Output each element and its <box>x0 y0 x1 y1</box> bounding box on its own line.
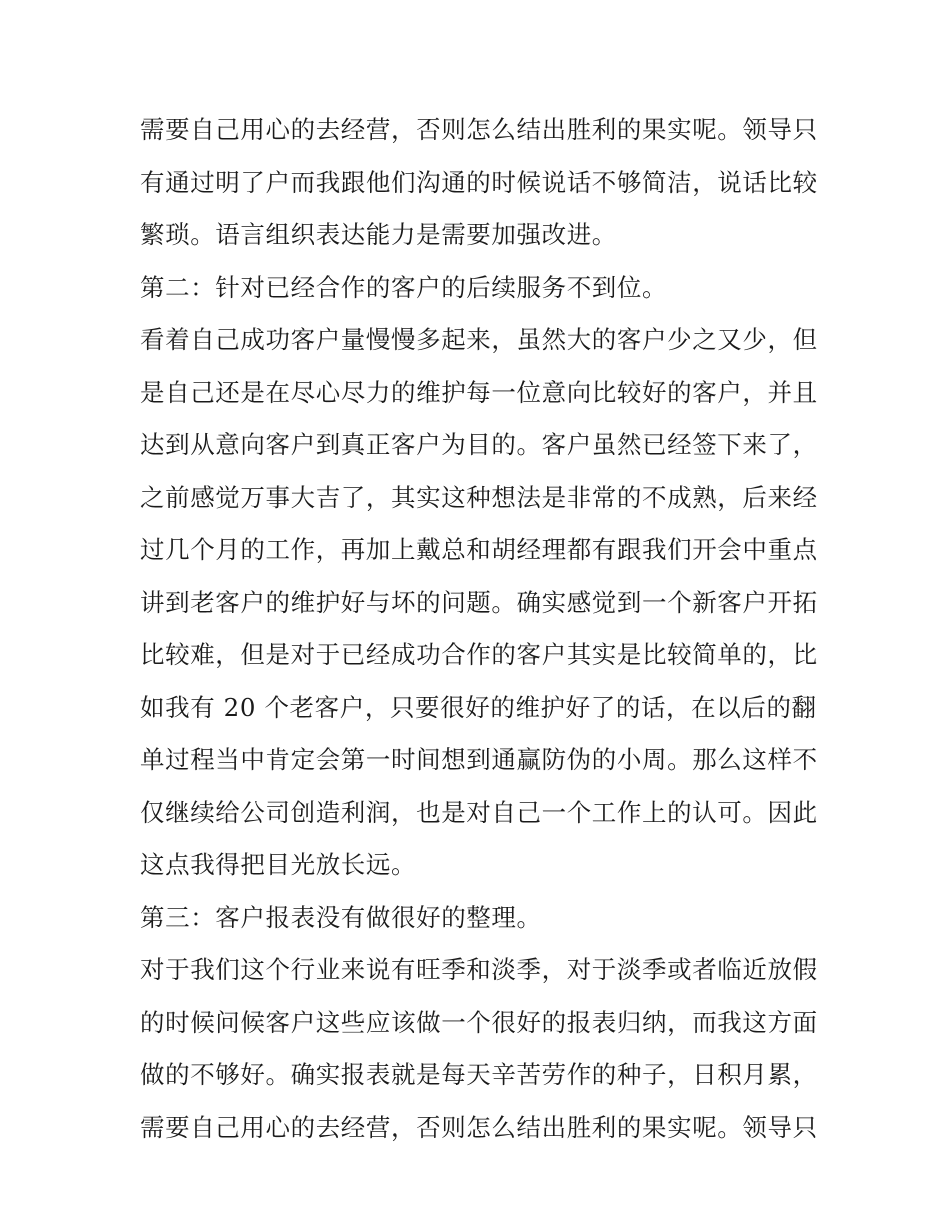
paragraph-line: 繁琐。语言组织表达能力是需要加强改进。 <box>140 220 617 249</box>
paragraph-line: 对于我们这个行业来说有旺季和淡季，对于淡季或者临近放假 <box>140 955 818 984</box>
paragraph-line: 如我有 20 个老客户，只要很好的维护好了的话，在以后的翻 <box>140 692 817 722</box>
paragraph-line: 需要自己用心的去经营，否则怎么结出胜利的果实呢。领导只 <box>140 115 818 144</box>
document-body <box>140 104 820 1154</box>
paragraph-line: 看着自己成功客户量慢慢多起来，虽然大的客户少之又少，但 <box>140 325 818 354</box>
section-heading-second: 第二：针对已经合作的客户的后续服务不到位。 <box>140 272 668 302</box>
paragraph-line: 仅继续给公司创造利润，也是对自己一个工作上的认可。因此 <box>140 797 818 827</box>
paragraph-line: 这点我得把目光放长远。 <box>140 850 417 879</box>
paragraph-line: 达到从意向客户到真正客户为目的。客户虽然已经签下来了， <box>140 430 818 459</box>
paragraph-line: 需要自己用心的去经营，否则怎么结出胜利的果实呢。领导只 <box>140 1112 818 1142</box>
paragraph-line: 之前感觉万事大吉了，其实这种想法是非常的不成熟，后来经 <box>140 482 818 512</box>
paragraph-line: 过几个月的工作，再加上戴总和胡经理都有跟我们开会中重点 <box>140 535 818 564</box>
paragraph-line: 比较难，但是对于已经成功合作的客户其实是比较简单的，比 <box>140 640 818 669</box>
paragraph-line: 讲到老客户的维护好与坏的问题。确实感觉到一个新客户开拓 <box>140 587 818 617</box>
paragraph-line: 的时候问候客户这些应该做一个很好的报表归纳，而我这方面 <box>140 1007 818 1037</box>
paragraph-line: 是自己还是在尽心尽力的维护每一位意向比较好的客户，并且 <box>140 377 818 407</box>
paragraph-line: 有通过明了户而我跟他们沟通的时候说话不够简洁，说话比较 <box>140 167 818 197</box>
paragraph-line: 单过程当中肯定会第一时间想到通赢防伪的小周。那么这样不 <box>140 745 818 774</box>
paragraph-line: 做的不够好。确实报表就是每天辛苦劳作的种子，日积月累， <box>140 1060 818 1089</box>
section-heading-third: 第三：客户报表没有做很好的整理。 <box>140 902 542 932</box>
